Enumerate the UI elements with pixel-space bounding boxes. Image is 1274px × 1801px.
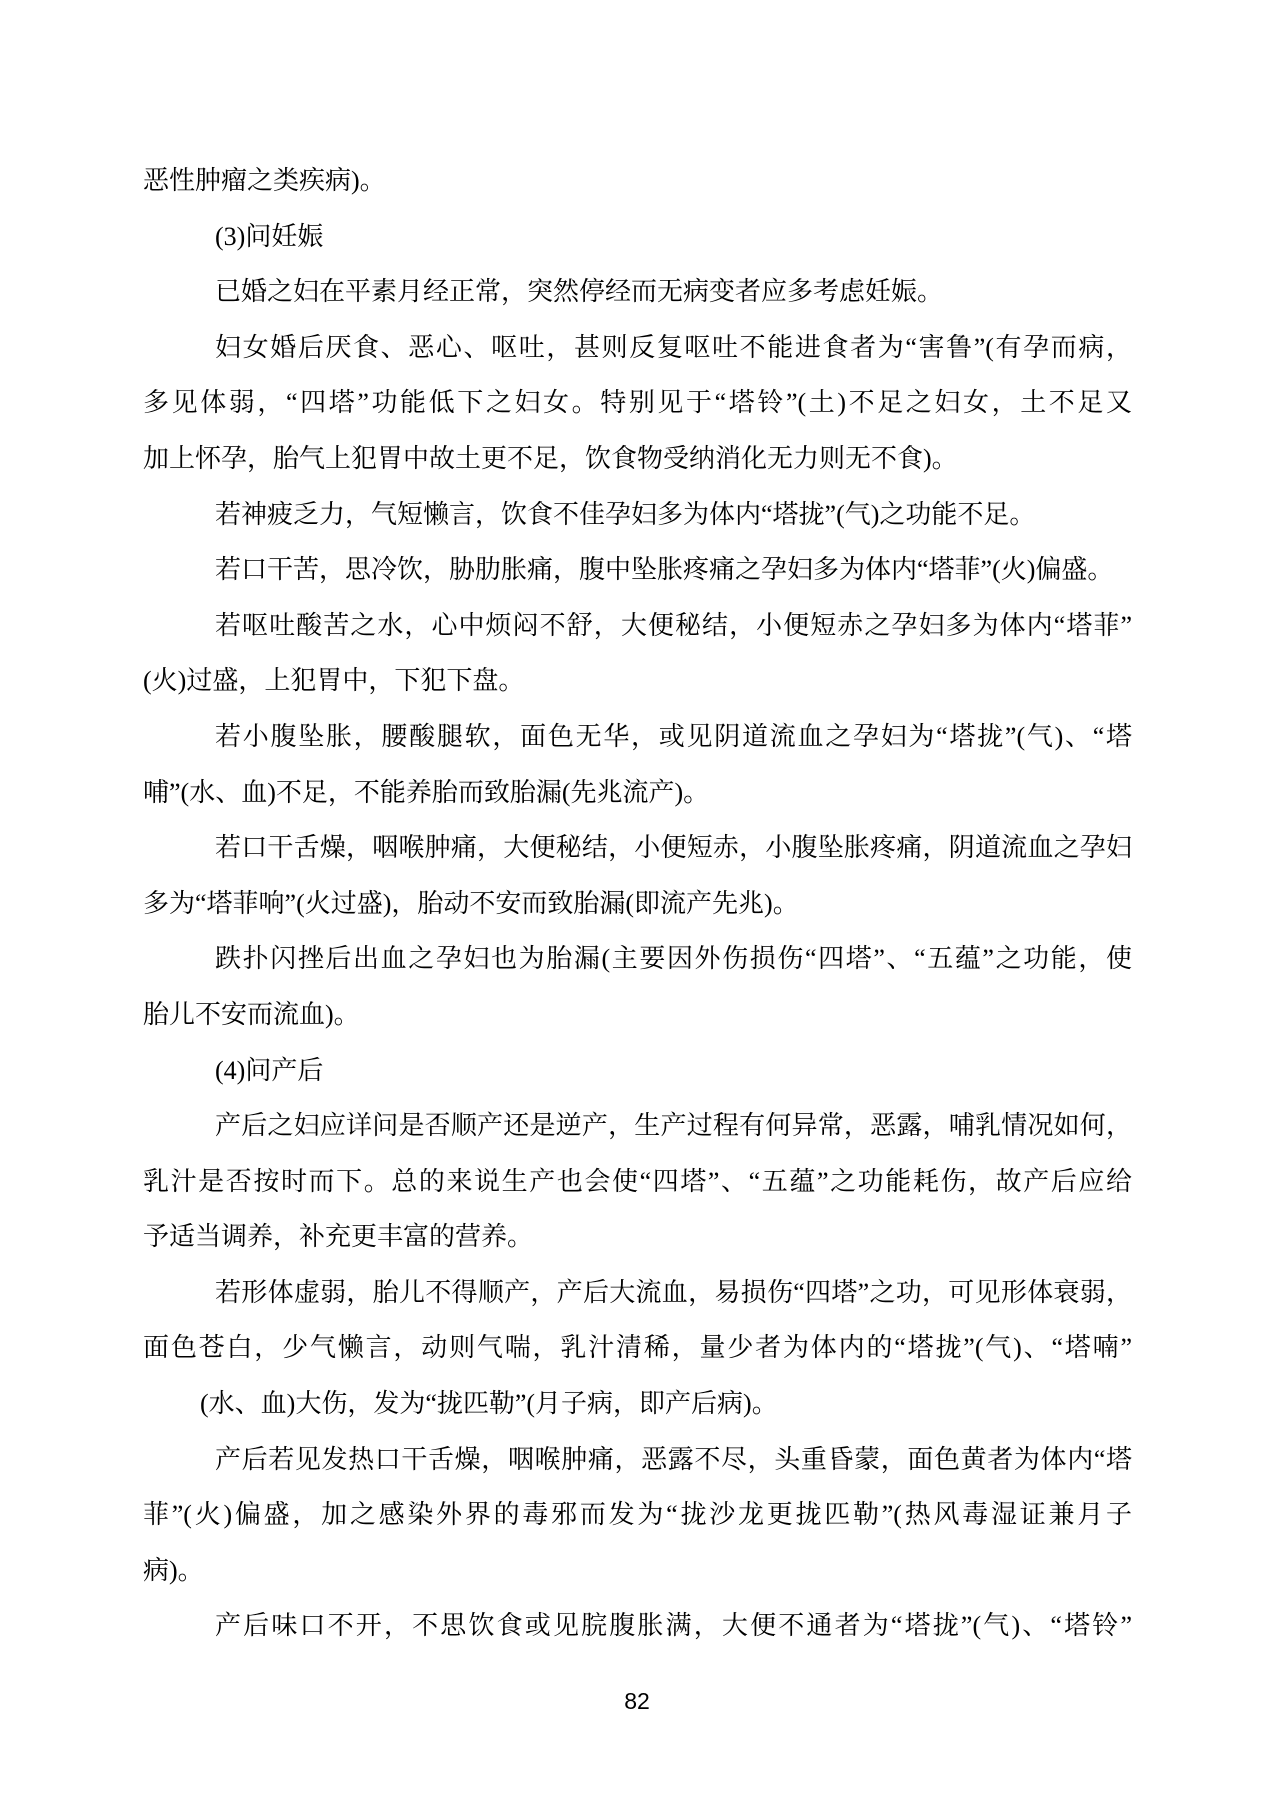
text-line: 已婚之妇在平素月经正常，突然停经而无病变者应多考虑妊娠。 [215,277,944,307]
text-line: 多为“塔菲响”(火过盛)，胎动不安而致胎漏(即流产先兆)。 [143,888,799,918]
text-line: 若神疲乏力，气短懒言，饮食不佳孕妇多为体内“塔拢”(气)之功能不足。 [215,499,1036,529]
text-line: 胎儿不安而流血)。 [143,999,360,1029]
text-line: 予适当调养，补充更丰富的营养。 [143,1222,534,1252]
text-line: (3)问妊娠 [215,221,324,251]
text-line: 跌扑闪挫后出血之孕妇也为胎漏(主要因外伤损伤“四塔”、“五蕴”之功能，使 [215,944,1132,974]
text-line: 多见体弱，“四塔”功能低下之妇女。特别见于“塔铃”(土)不足之妇女，土不足又 [143,388,1132,418]
text-line: (火)过盛，上犯胃中，下犯下盘。 [143,666,525,696]
text-line: 妇女婚后厌食、恶心、呕吐，甚则反复呕吐不能进食者为“害鲁”(有孕而病， [215,332,1132,362]
text-line: 恶性肿瘤之类疾病)。 [143,166,386,195]
text-line: 菲”(火)偏盛，加之感染外界的毒邪而发为“拢沙龙更拢匹勒”(热风毒湿证兼月子 [143,1500,1132,1530]
text-line: 若呕吐酸苦之水，心中烦闷不舒，大便秘结，小便短赤之孕妇多为体内“塔菲” [215,610,1132,640]
text-line: 面色苍白，少气懒言，动则气喘，乳汁清稀，量少者为体内的“塔拢”(气)、“塔喃” [143,1333,1132,1363]
text-line: 产后味口不开，不思饮食或见脘腹胀满，大便不通者为“塔拢”(气)、“塔铃” [215,1611,1132,1641]
text-line: 病)。 [143,1555,204,1585]
text-line: (水、血)大伤，发为“拢匹勒”(月子病，即产后病)。 [200,1389,778,1419]
text-line: (4)问产后 [215,1055,324,1085]
text-line: 产后若见发热口干舌燥，咽喉肿痛，恶露不尽，头重昏蒙，面色黄者为体内“塔 [215,1444,1132,1474]
text-block [143,153,1132,1654]
text-line: 若口干苦，思冷饮，胁肋胀痛，腹中坠胀疼痛之孕妇多为体内“塔菲”(火)偏盛。 [215,555,1114,585]
text-line: 若小腹坠胀，腰酸腿软，面色无华，或见阴道流血之孕妇为“塔拢”(气)、“塔 [215,721,1132,751]
text-line: 若口干舌燥，咽喉肿痛，大便秘结，小便短赤，小腹坠胀疼痛，阴道流血之孕妇 [215,833,1132,863]
page-number: 82 [624,1688,650,1714]
text-line: 乳汁是否按时而下。总的来说生产也会使“四塔”、“五蕴”之功能耗伤，故产后应给 [143,1166,1132,1196]
text-line: 产后之妇应详问是否顺产还是逆产，生产过程有何异常，恶露，哺乳情况如何， [215,1111,1132,1141]
text-line: 加上怀孕，胎气上犯胃中故土更不足，饮食物受纳消化无力则无不食)。 [143,443,958,473]
text-line: 哺”(水、血)不足，不能养胎而致胎漏(先兆流产)。 [143,777,710,807]
text-line: 若形体虚弱，胎儿不得顺产，产后大流血，易损伤“四塔”之功，可见形体衰弱， [215,1277,1132,1307]
